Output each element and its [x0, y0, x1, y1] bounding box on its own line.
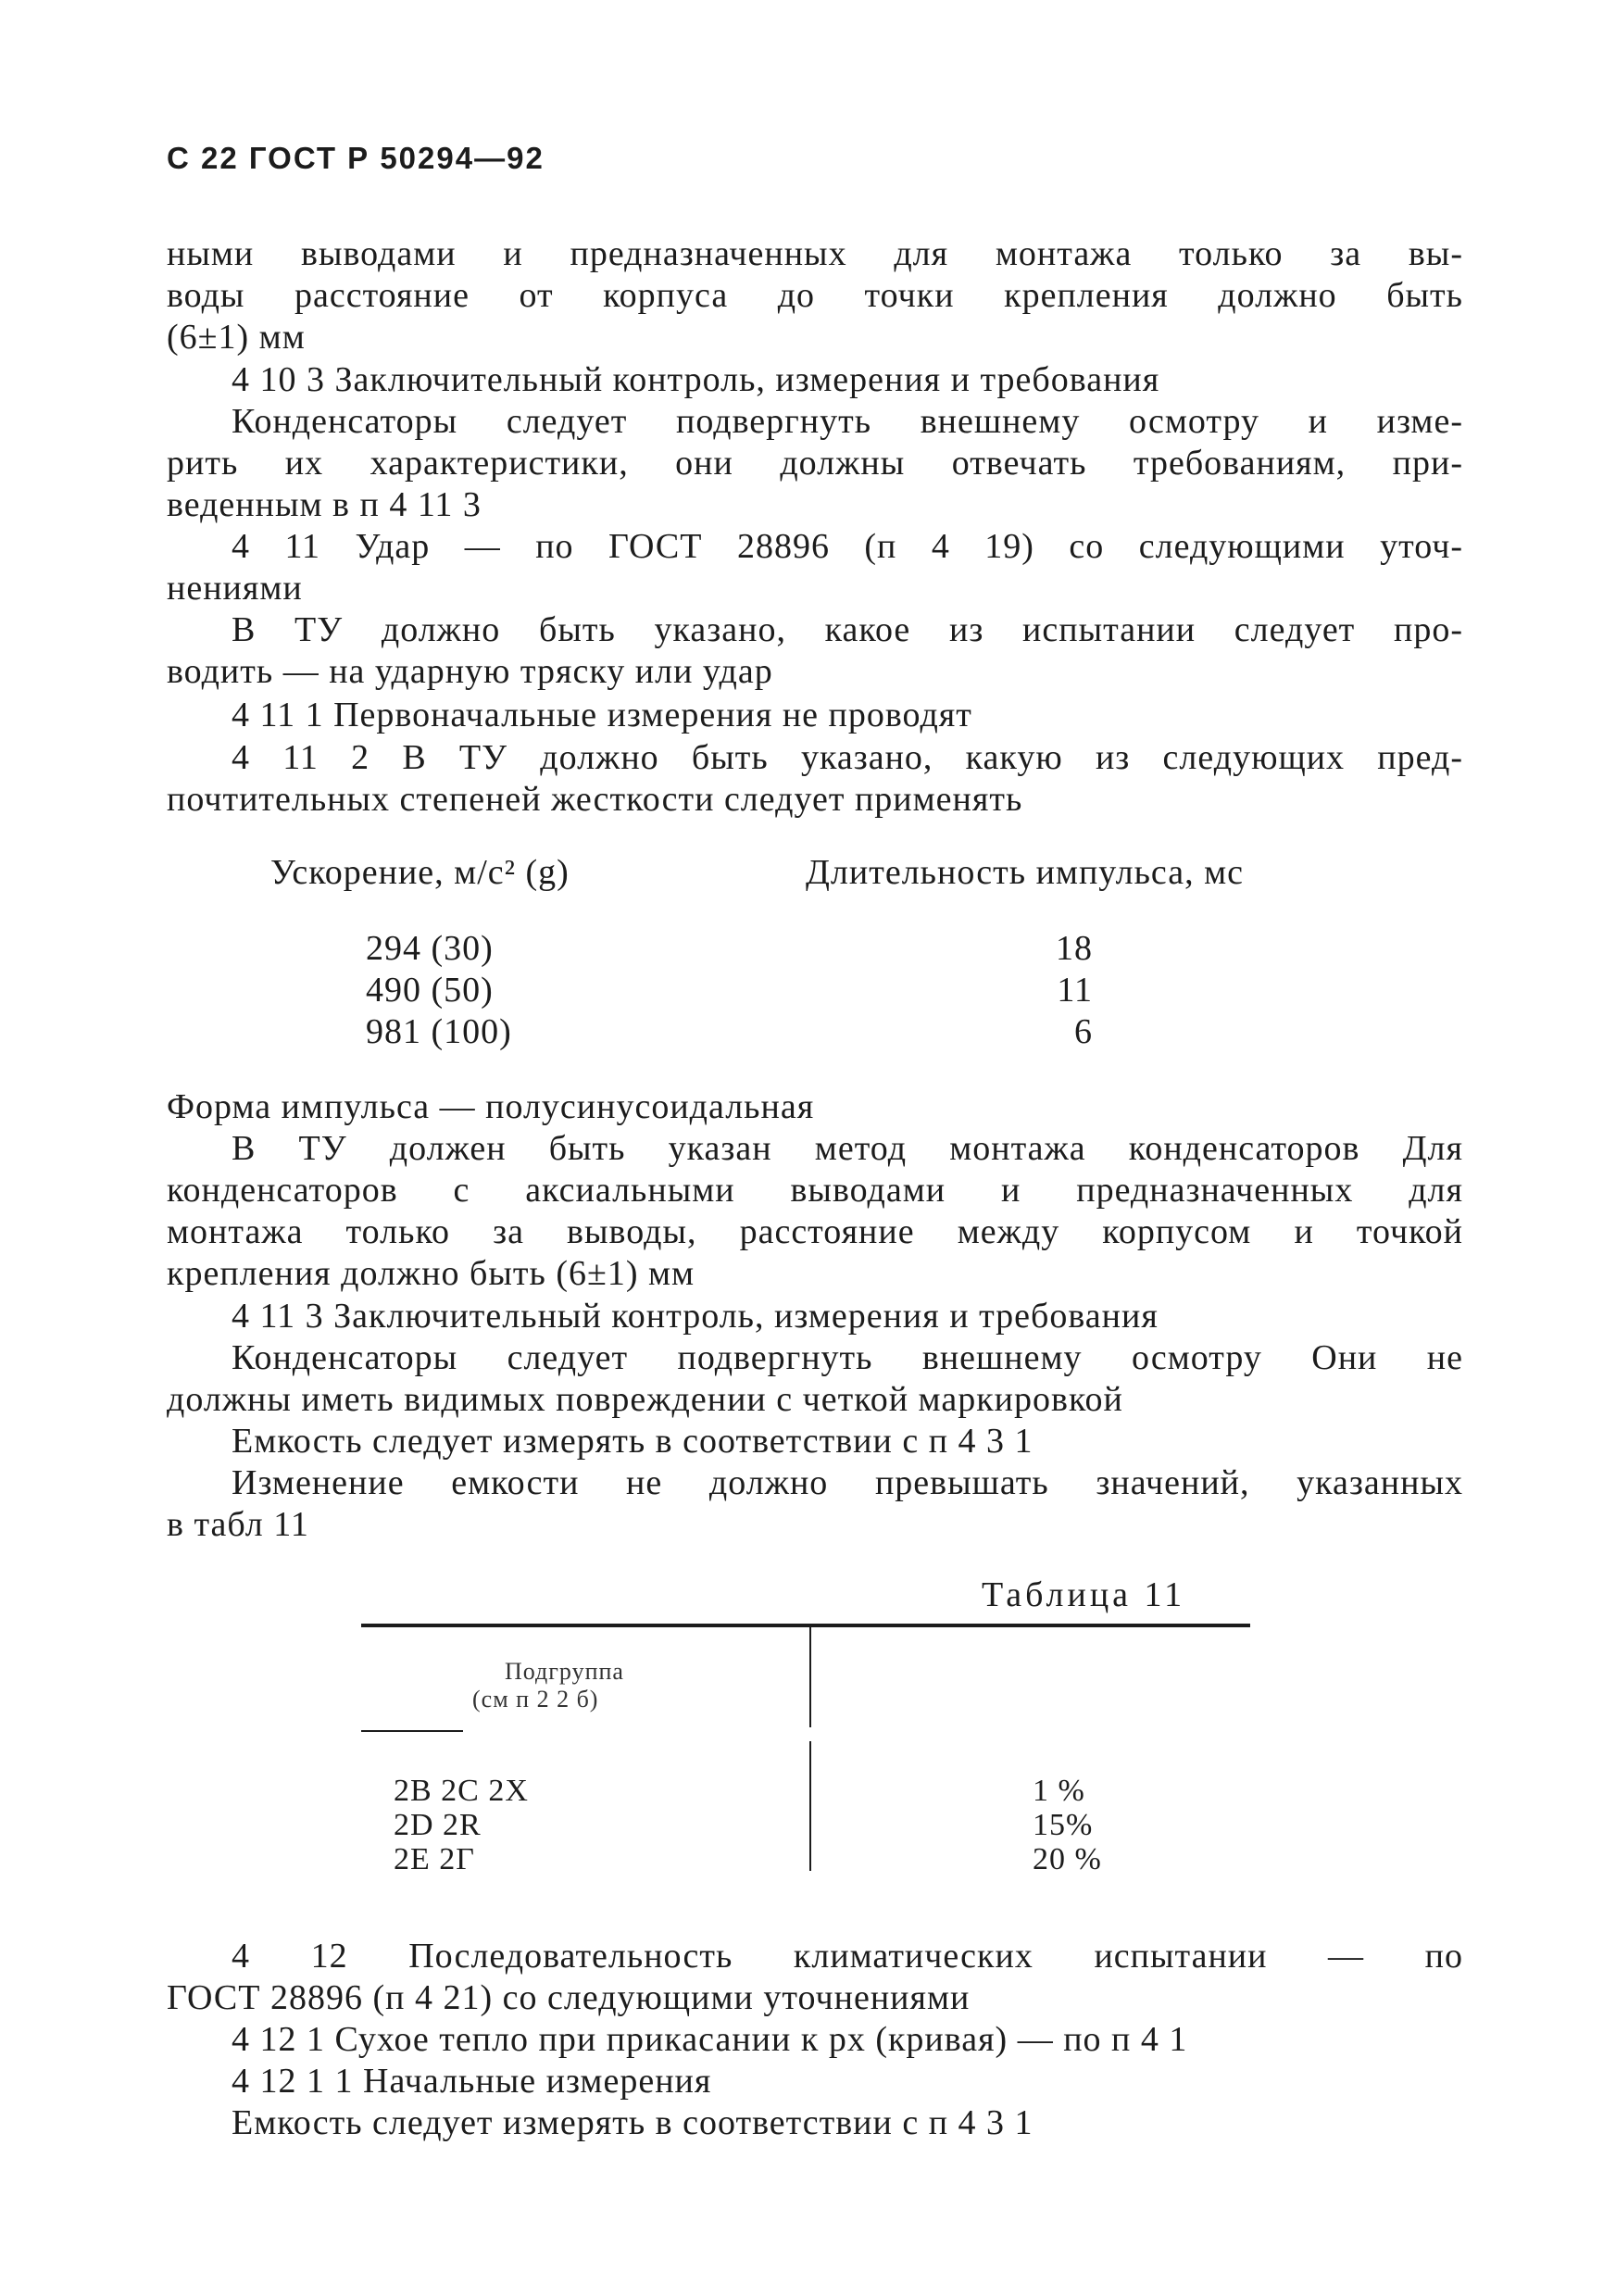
table-cell-group: 2D 2R [394, 1808, 482, 1842]
text-line: ными выводами и предназначенных для монтажа только за вы- [167, 234, 1463, 273]
text-line: монтажа только за выводы, расстояние между корпусом и точкой [167, 1212, 1463, 1251]
text-line: (6±1) мм [167, 318, 306, 357]
table-top-rule [361, 1624, 1250, 1627]
table-cell-value: 1 % [1033, 1774, 1085, 1808]
page-header: С 22 ГОСТ Р 50294—92 [167, 141, 545, 175]
table-caption: Таблица 11 [982, 1575, 1186, 1614]
section-heading: 4 12 1 Сухое тепло при прикасании к рх (кривая) — по п 4 1 [232, 2020, 1188, 2059]
section-heading: 4 11 1 Первоначальные измерения не проводят [232, 696, 972, 734]
text-line: почтительных степеней жесткости следует применять [167, 780, 1023, 819]
section-heading: 4 12 Последовательность климатических испытании — по [232, 1937, 1463, 1976]
table-header-rule-left [361, 1730, 463, 1732]
table-cell-group: 2Е 2Г [394, 1842, 475, 1876]
accel-value: 490 (50) [366, 971, 494, 1010]
text-line: Форма импульса — полусинусоидальная [167, 1087, 815, 1126]
section-heading: 4 10 3 Заключительный контроль, измерения и требования [232, 360, 1160, 399]
text-line: воды расстояние от корпуса до точки крепления должно быть [167, 276, 1463, 315]
text-line: нениями [167, 569, 303, 608]
table-cell-value: 15% [1033, 1808, 1094, 1842]
text-line: веденным в п 4 11 3 [167, 485, 482, 524]
text-line: водить — на ударную тряску или удар [167, 652, 773, 691]
table-cell-value: 20 % [1033, 1842, 1102, 1876]
accel-table-header-duration: Длительность импульса, мс [806, 853, 1245, 892]
text-line: ГОСТ 28896 (п 4 21) со следующими уточнениями [167, 1978, 971, 2017]
text-line: в табл 11 [167, 1505, 309, 1544]
table-body-divider [809, 1741, 811, 1871]
duration-value: 11 [1057, 971, 1093, 1010]
table-header-group-ref: (см п 2 2 б) [472, 1686, 599, 1713]
table-header-group: Подгруппа [505, 1658, 624, 1685]
accel-value: 294 (30) [366, 929, 494, 968]
table-cell-group: 2В 2С 2Х [394, 1774, 529, 1808]
duration-value: 6 [1074, 1012, 1093, 1051]
text-line: конденсаторов с аксиальными выводами и предназначенных для [167, 1171, 1463, 1210]
text-line: Изменение емкости не должно превышать значений, указанных [232, 1463, 1463, 1502]
accel-value: 981 (100) [366, 1012, 512, 1051]
text-line: Емкость следует измерять в соответствии с п 4 3 1 [232, 1422, 1033, 1461]
section-heading: 4 12 1 1 Начальные измерения [232, 2062, 712, 2101]
text-line: В ТУ должно быть указано, какое из испытании следует про- [232, 610, 1463, 649]
accel-table-header-acceleration: Ускорение, м/с² (g) [270, 853, 570, 892]
table-header-divider [809, 1627, 811, 1727]
section-heading: 4 11 2 В ТУ должно быть указано, какую из следующих пред- [232, 738, 1463, 777]
text-line: рить их характеристики, они должны отвечать требованиям, при- [167, 444, 1463, 483]
text-line: крепления должно быть (6±1) мм [167, 1254, 695, 1293]
text-line: Емкость следует измерять в соответствии с п 4 3 1 [232, 2103, 1033, 2142]
text-line: Конденсаторы следует подвергнуть внешнему осмотру и изме- [232, 402, 1463, 441]
duration-value: 18 [1056, 929, 1093, 968]
section-heading: 4 11 3 Заключительный контроль, измерения и требования [232, 1297, 1159, 1336]
text-line: В ТУ должен быть указан метод монтажа конденсаторов Для [232, 1129, 1463, 1168]
text-line: Конденсаторы следует подвергнуть внешнему осмотру Они не [232, 1338, 1463, 1377]
section-heading: 4 11 Удар — по ГОСТ 28896 (п 4 19) со следующими уточ- [232, 527, 1463, 566]
text-line: должны иметь видимых повреждении с четкой маркировкой [167, 1380, 1123, 1419]
